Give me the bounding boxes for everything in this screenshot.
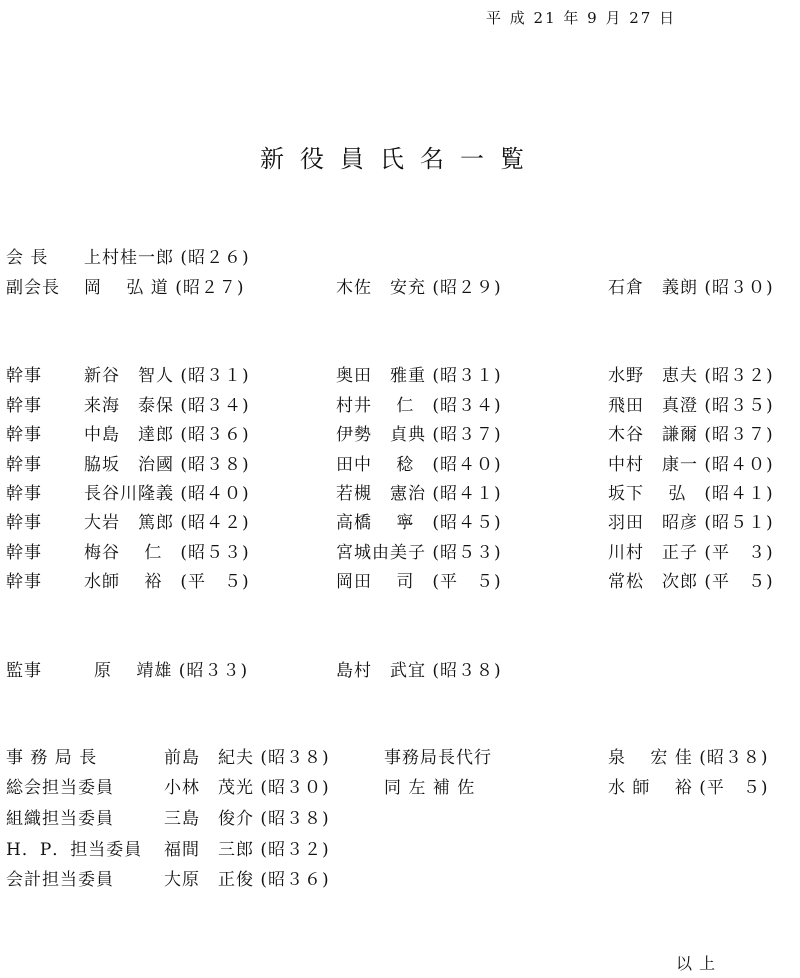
director-entry: 脇坂 治國 (昭３８)	[84, 455, 250, 475]
deputy-name: 水 師 裕 (平 ５)	[608, 778, 769, 798]
director-entry: 新谷 智人 (昭３１)	[84, 366, 250, 386]
deputy-role: 同 左 補 佐	[384, 778, 476, 798]
secretariat-name: 前島 紀夫 (昭３８)	[164, 748, 330, 768]
director-entry: 長谷川隆義 (昭４０)	[84, 484, 250, 504]
director-entry: 宮城由美子 (昭５３)	[336, 543, 502, 563]
director-entry: 飛田 真澄 (昭３５)	[608, 396, 774, 416]
secretariat-role: 会計担当委員	[6, 870, 114, 890]
director-entry: 伊勢 貞典 (昭３７)	[336, 425, 502, 445]
secretariat-name: 福間 三郎 (昭３２)	[164, 840, 330, 860]
role-director: 幹事	[6, 484, 42, 504]
secretariat-name: 三島 俊介 (昭３８)	[164, 809, 330, 829]
document-title: 新役員氏名一覧	[260, 145, 540, 173]
vice-president-entry: 石倉 義朗 (昭３０)	[608, 278, 774, 298]
director-entry: 岡田 司 (平 ５)	[336, 572, 502, 592]
secretariat-name: 小林 茂光 (昭３０)	[164, 778, 330, 798]
auditor-entry: 島村 武宜 (昭３８)	[336, 661, 502, 681]
role-director: 幹事	[6, 513, 42, 533]
director-entry: 坂下 弘 (昭４１)	[608, 484, 774, 504]
role-director: 幹事	[6, 396, 42, 416]
deputy-name: 泉 宏 佳 (昭３８)	[608, 748, 769, 768]
director-entry: 梅谷 仁 (昭５３)	[84, 543, 250, 563]
role-director: 幹事	[6, 455, 42, 475]
director-entry: 奥田 雅重 (昭３１)	[336, 366, 502, 386]
director-entry: 中村 康一 (昭４０)	[608, 455, 774, 475]
director-entry: 村井 仁 (昭３４)	[336, 396, 502, 416]
director-entry: 大岩 篤郎 (昭４２)	[84, 513, 250, 533]
role-director: 幹事	[6, 543, 42, 563]
secretariat-role: 組織担当委員	[6, 809, 114, 829]
director-entry: 常松 次郎 (平 ５)	[608, 572, 774, 592]
secretariat-role: 事 務 局 長	[6, 748, 98, 768]
document-date: 平 成 21 年 9 月 27 日	[486, 9, 677, 27]
president-entry: 上村桂一郎 (昭２６)	[84, 248, 250, 268]
director-entry: 中島 達郎 (昭３６)	[84, 425, 250, 445]
auditor-entry: 原 靖雄 (昭３３)	[94, 661, 249, 681]
secretariat-name: 大原 正俊 (昭３６)	[164, 870, 330, 890]
closing-mark: 以 上	[676, 954, 717, 973]
secretariat-role: 総会担当委員	[6, 778, 114, 798]
director-entry: 来海 泰保 (昭３４)	[84, 396, 250, 416]
role-president: 会 長	[6, 248, 49, 268]
director-entry: 田中 稔 (昭４０)	[336, 455, 502, 475]
secretariat-role: H．P．担当委員	[6, 840, 143, 860]
director-entry: 若槻 憲治 (昭４１)	[336, 484, 502, 504]
role-vice-president: 副会長	[6, 278, 60, 298]
role-auditor: 監事	[6, 661, 42, 681]
director-entry: 水師 裕 (平 ５)	[84, 572, 250, 592]
director-entry: 高橋 寧 (昭４５)	[336, 513, 502, 533]
director-entry: 木谷 謙爾 (昭３７)	[608, 425, 774, 445]
deputy-role: 事務局長代行	[384, 748, 492, 768]
director-entry: 羽田 昭彦 (昭５１)	[608, 513, 774, 533]
director-entry: 川村 正子 (平 ３)	[608, 543, 774, 563]
vice-president-entry: 岡 弘 道 (昭２７)	[84, 278, 245, 298]
role-director: 幹事	[6, 425, 42, 445]
role-director: 幹事	[6, 572, 42, 592]
role-director: 幹事	[6, 366, 42, 386]
director-entry: 水野 恵夫 (昭３２)	[608, 366, 774, 386]
vice-president-entry: 木佐 安充 (昭２９)	[336, 278, 502, 298]
